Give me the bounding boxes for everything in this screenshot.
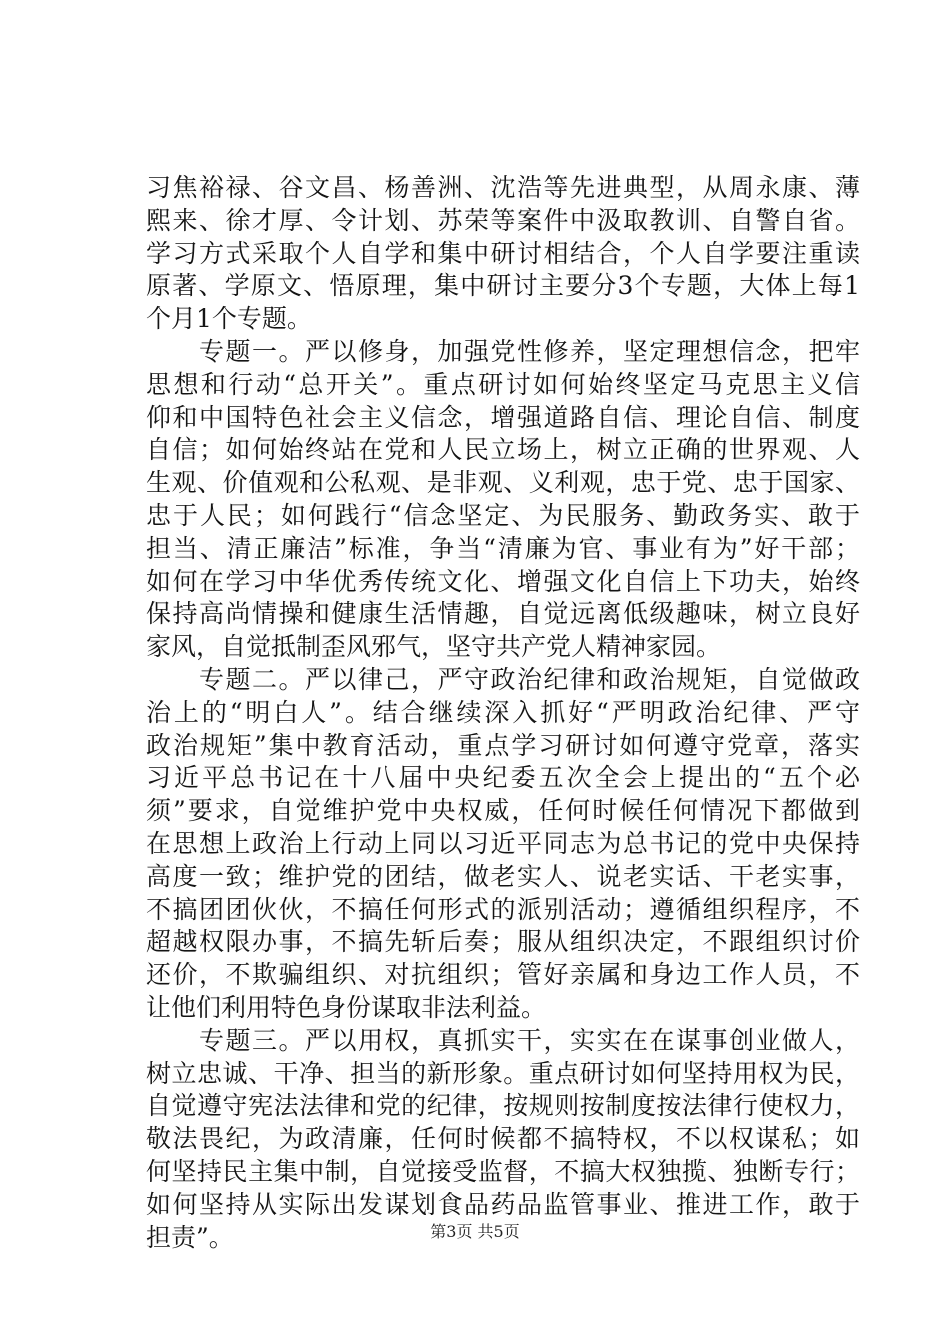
text-line: 自觉遵守宪法法律和党的纪律，按规则按制度按法律行使权力，: [146, 1091, 860, 1121]
text-line: 担责”。: [146, 1222, 234, 1252]
document-body: [146, 172, 860, 1254]
text-line: 习焦裕禄、谷文昌、杨善洲、沈浩等先进典型，从周永康、薄: [146, 173, 860, 202]
text-line: 如何在学习中华优秀传统文化、增强文化自信上下功夫，始终: [146, 566, 860, 596]
text-line: 高度一致；维护党的团结，做老实人、说老实话、干老实事，: [146, 861, 860, 891]
text-line: 政治规矩”集中教育活动，重点学习研讨如何遵守党章，落实: [146, 730, 860, 760]
page-footer: 第3页 共5页: [430, 1222, 520, 1241]
text-line: 习近平总书记在十八届中央纪委五次全会上提出的“五个必: [146, 763, 860, 793]
text-line: 生观、价值观和公私观、是非观、义利观，忠于党、忠于国家、: [146, 468, 860, 498]
text-line: 不搞团团伙伙，不搞任何形式的派别活动；遵循组织程序，不: [146, 894, 860, 924]
paragraph: [146, 664, 860, 1025]
text-line: 敬法畏纪，为政清廉，任何时候都不搞特权，不以权谋私；如: [146, 1124, 860, 1154]
text-line: 专题三。严以用权，真抓实干，实实在在谋事创业做人，: [199, 1025, 860, 1055]
text-line: 专题二。严以律己，严守政治纪律和政治规矩，自觉做政: [199, 664, 860, 694]
text-line: 保持高尚情操和健康生活情趣，自觉远离低级趣味，树立良好: [146, 599, 860, 629]
paragraph: [146, 1025, 860, 1255]
text-line: 原著、学原文、悟原理，集中研讨主要分3个专题，大体上每1: [146, 271, 860, 301]
paragraph: [146, 172, 860, 336]
text-line: 思想和行动“总开关”。重点研讨如何始终坚定马克思主义信: [146, 369, 860, 399]
text-line: 学习方式采取个人自学和集中研讨相结合，个人自学要注重读: [146, 238, 860, 268]
text-line: 忠于人民；如何践行“信念坚定、为民服务、勤政务实、敢于: [146, 500, 860, 530]
text-line: 让他们利用特色身份谋取非法利益。: [146, 992, 547, 1022]
text-line: 治上的“明白人”。结合继续深入抓好“严明政治纪律、严守: [146, 697, 860, 727]
text-line: 家风，自觉抵制歪风邪气，坚守共产党人精神家园。: [146, 632, 722, 662]
text-line: 自信；如何始终站在党和人民立场上，树立正确的世界观、人: [146, 435, 860, 465]
text-line: 何坚持民主集中制，自觉接受监督，不搞大权独揽、独断专行；: [146, 1156, 860, 1186]
text-line: 超越权限办事，不搞先斩后奏；服从组织决定，不跟组织讨价: [146, 927, 860, 957]
text-line: 树立忠诚、干净、担当的新形象。重点研讨如何坚持用权为民，: [146, 1058, 860, 1088]
text-line: 须”要求，自觉维护党中央权威，任何时候任何情况下都做到: [146, 796, 860, 826]
paragraph: [146, 336, 860, 664]
text-line: 个月1个专题。: [146, 304, 312, 334]
text-line: 如何坚持从实际出发谋划食品药品监管事业、推进工作，敢于: [146, 1189, 860, 1219]
text-line: 担当、清正廉洁”标准，争当“清廉为官、事业有为”好干部；: [146, 533, 860, 563]
text-line: 专题一。严以修身，加强党性修养，坚定理想信念，把牢: [199, 336, 860, 366]
text-line: 还价，不欺骗组织、对抗组织；管好亲属和身边工作人员，不: [146, 960, 860, 990]
text-line: 熙来、徐才厚、令计划、苏荣等案件中汲取教训、自警自省。: [146, 205, 860, 235]
text-line: 仰和中国特色社会主义信念，增强道路自信、理论自信、制度: [146, 402, 860, 432]
text-line: 在思想上政治上行动上同以习近平同志为总书记的党中央保持: [146, 828, 860, 858]
